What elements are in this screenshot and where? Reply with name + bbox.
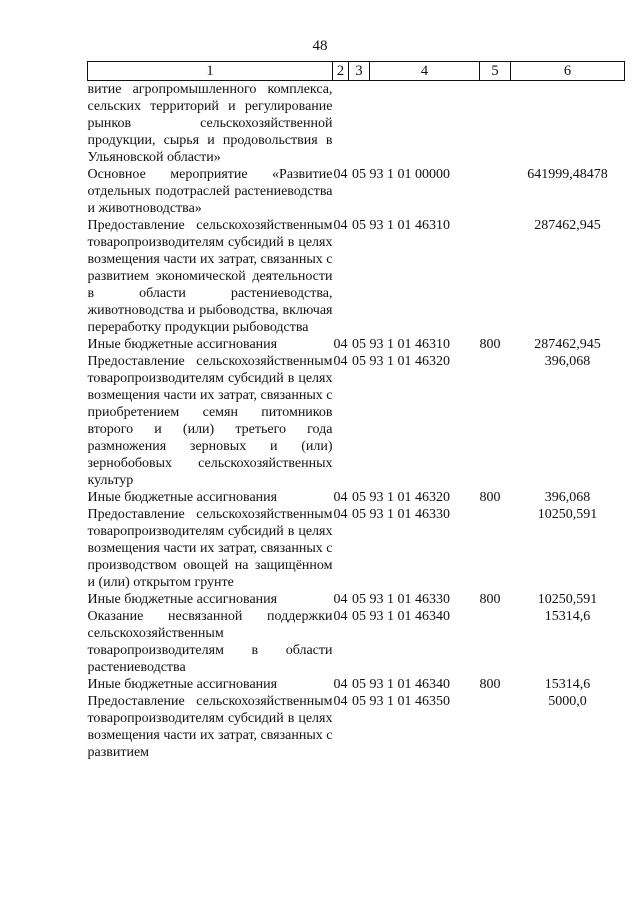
row-amount: 10250,591 (537, 592, 598, 607)
row-target-item: 93 1 01 46350 (369, 694, 450, 709)
column-header: 3 (349, 62, 370, 81)
row-expense-type: 800 (479, 592, 501, 607)
row-amount: 15314,6 (544, 609, 591, 624)
table-row (88, 693, 625, 761)
row-subsection: 05 (352, 337, 366, 352)
row-expense-type: 800 (479, 490, 501, 505)
row-section: 04 (333, 167, 348, 182)
row-name: Иные бюджетные ассигнования (87, 677, 278, 692)
row-target-item: 93 1 01 46310 (369, 218, 450, 233)
row-name: Предоставление сельскохозяйственным товаропроизводителям субсидий в целях возмещения части их затрат, связанных с производством овощей на защищённом и (или) открытом грунте (87, 507, 333, 590)
row-target-item: 93 1 01 46340 (369, 609, 450, 624)
row-section: 04 (333, 218, 348, 233)
row-target-item: 93 1 01 46330 (369, 507, 450, 522)
row-expense-type (480, 217, 511, 336)
row-amount: 287462,945 (534, 218, 601, 233)
row-subsection (349, 81, 370, 167)
row-target-item (370, 81, 480, 167)
row-subsection: 05 (352, 167, 366, 182)
column-header: 2 (333, 62, 349, 81)
table-row (88, 489, 625, 506)
row-amount: 10250,591 (537, 507, 598, 522)
row-name: витие агропромышленного комплекса, сельских территорий и регулирование рынков сельскохозяйственной продукции, сырья и продовольствия в Ульяновской области» (87, 82, 333, 165)
table-body (88, 81, 625, 762)
row-name: Иные бюджетные ассигнования (87, 337, 278, 352)
row-section: 04 (333, 592, 348, 607)
row-amount: 641999,48478 (527, 167, 608, 182)
row-name: Иные бюджетные ассигнования (87, 490, 278, 505)
table-header (88, 62, 625, 81)
row-subsection: 05 (352, 694, 366, 709)
row-name: Предоставление сельскохозяйственным товаропроизводителям субсидий в целях возмещения части их затрат, связанных с развитием экономической деятельности в области растениеводства, животноводства и рыбоводства, включая переработку продукции рыбоводства (87, 218, 333, 335)
row-subsection: 05 (352, 490, 366, 505)
row-target-item: 93 1 01 46330 (369, 592, 450, 607)
row-subsection: 05 (352, 354, 366, 369)
row-target-item: 93 1 01 46320 (369, 490, 450, 505)
table-row (88, 676, 625, 693)
row-target-item: 93 1 01 00000 (369, 167, 450, 182)
row-amount: 396,068 (544, 490, 591, 505)
table-row (88, 506, 625, 591)
row-amount (511, 81, 625, 167)
row-target-item: 93 1 01 46310 (369, 337, 450, 352)
page-number: 48 (312, 38, 328, 54)
row-amount: 15314,6 (544, 677, 591, 692)
column-header: 6 (511, 62, 625, 81)
row-target-item: 93 1 01 46320 (369, 354, 450, 369)
row-subsection: 05 (352, 218, 366, 233)
row-expense-type (480, 166, 511, 217)
table-row (88, 591, 625, 608)
row-name: Иные бюджетные ассигнования (87, 592, 278, 607)
row-subsection: 05 (352, 507, 366, 522)
row-name: Предоставление сельскохозяйственным товаропроизводителям субсидий в целях возмещения части их затрат, связанных с развитием (87, 694, 333, 760)
row-subsection: 05 (352, 592, 366, 607)
table-row (88, 217, 625, 336)
row-target-item: 93 1 01 46340 (369, 677, 450, 692)
row-expense-type (480, 693, 511, 761)
table-row (88, 166, 625, 217)
row-section: 04 (333, 507, 348, 522)
column-header: 4 (370, 62, 480, 81)
row-name: Предоставление сельскохозяйственным товаропроизводителям субсидий в целях возмещения части их затрат, связанных с приобретением семян питомников второго и (или) третьего года размножения зерновых и (или) зернобобовых сельскохозяйственных культур (87, 354, 333, 488)
row-name: Основное мероприятие «Развитие отдельных подотраслей растениеводства и животноводства» (87, 167, 333, 216)
row-section: 04 (333, 677, 348, 692)
row-expense-type: 800 (479, 337, 501, 352)
column-header: 1 (88, 62, 333, 81)
table-row (88, 353, 625, 489)
table-row (88, 81, 625, 167)
row-amount: 5000,0 (548, 694, 587, 709)
row-expense-type (480, 608, 511, 676)
row-expense-type (480, 506, 511, 591)
row-section: 04 (333, 490, 348, 505)
row-section (333, 81, 349, 167)
row-amount: 396,068 (544, 354, 591, 369)
row-subsection: 05 (352, 677, 366, 692)
row-expense-type (480, 81, 511, 167)
table-row (88, 336, 625, 353)
table-row (88, 608, 625, 676)
column-header: 5 (480, 62, 511, 81)
row-section: 04 (333, 609, 348, 624)
row-section: 04 (333, 694, 348, 709)
row-expense-type: 800 (479, 677, 501, 692)
row-expense-type (480, 353, 511, 489)
header-row (88, 62, 625, 81)
row-subsection: 05 (352, 609, 366, 624)
budget-table (87, 61, 625, 761)
row-section: 04 (333, 337, 348, 352)
row-amount: 287462,945 (534, 337, 601, 352)
row-name: Оказание несвязанной поддержки сельскохозяйственным товаропроизводителям в области растениеводства (87, 609, 333, 675)
row-section: 04 (333, 354, 348, 369)
